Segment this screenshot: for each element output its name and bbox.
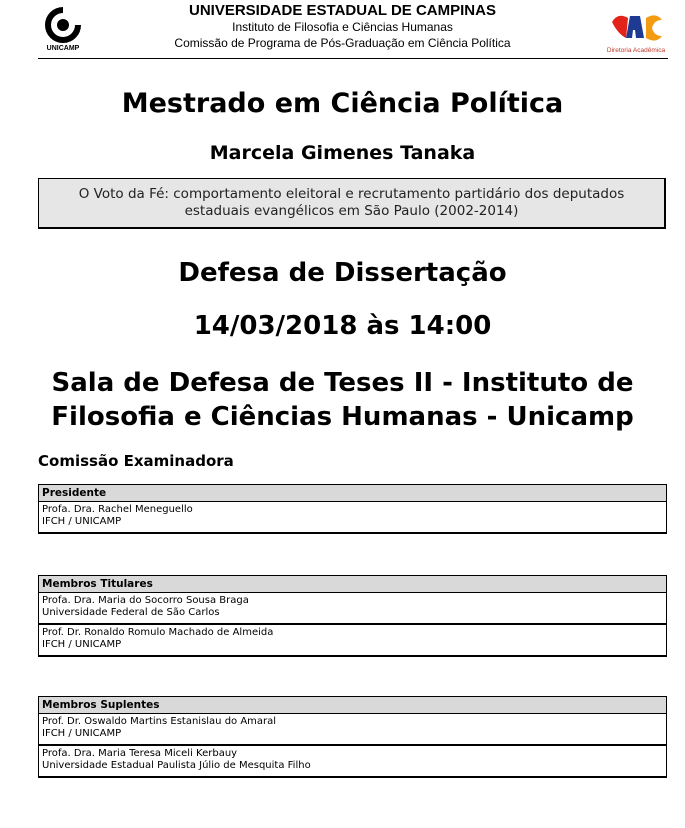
member-name: Profa. Dra. Maria Teresa Miceli Kerbauy (42, 748, 238, 759)
degree-title: Mestrado em Ciência Política (121, 88, 564, 119)
member-cell (39, 745, 667, 777)
commission-name: Comissão de Programa de Pós-Graduação em Ciência Política (174, 36, 511, 50)
diretoria-academica-logo (606, 8, 666, 56)
event-datetime: 14/03/2018 às 14:00 (193, 311, 492, 341)
member-name: Profa. Dra. Rachel Meneguello (42, 504, 193, 515)
member-name: Prof. Dr. Oswaldo Martins Estanislau do Amaral (42, 716, 277, 727)
header-divider (38, 58, 668, 59)
member-affiliation: IFCH / UNICAMP (42, 516, 122, 527)
student-name: Marcela Gimenes Tanaka (209, 142, 476, 164)
event-location: Sala de Defesa de Teses II - Instituto de Filosofia e Ciências Humanas - Unicamp (51, 368, 634, 432)
institute-name: Instituto de Filosofia e Ciências Humanas (232, 20, 453, 34)
member-affiliation: IFCH / UNICAMP (42, 639, 122, 650)
thesis-title-box (38, 178, 666, 229)
member-affiliation: Universidade Estadual Paulista Júlio de Mesquita Filho (42, 760, 311, 771)
diretoria-academica-text: Diretoria Acadêmica (606, 47, 666, 54)
member-name: Prof. Dr. Ronaldo Romulo Machado de Almeida (42, 627, 274, 638)
member-cell (39, 624, 667, 656)
member-affiliation: IFCH / UNICAMP (42, 728, 122, 739)
group-title: Membros Titulares (39, 576, 667, 593)
member-cell (39, 502, 667, 534)
member-cell (39, 714, 667, 746)
member-affiliation: Universidade Federal de São Carlos (42, 607, 220, 618)
member-name: Profa. Dra. Maria do Socorro Sousa Braga (42, 595, 249, 606)
group-title: Presidente (39, 485, 667, 502)
event-title: Defesa de Dissertação (178, 258, 507, 288)
university-name: UNIVERSIDADE ESTADUAL DE CAMPINAS (189, 2, 496, 19)
committee-group-titulares (38, 575, 667, 657)
unicamp-logo-text: UNICAMP (46, 45, 80, 52)
committee-group-presidente (38, 484, 667, 534)
committee-group-suplentes (38, 696, 667, 778)
member-cell (39, 593, 667, 625)
document-header (0, 0, 685, 58)
group-title: Membros Suplentes (39, 697, 667, 714)
committee-title: Comissão Examinadora (38, 452, 234, 470)
thesis-title: O Voto da Fé: comportamento eleitoral e recrutamento partidário dos deputados estaduais evangélicos em São Paulo (2002-2014) (78, 186, 625, 219)
